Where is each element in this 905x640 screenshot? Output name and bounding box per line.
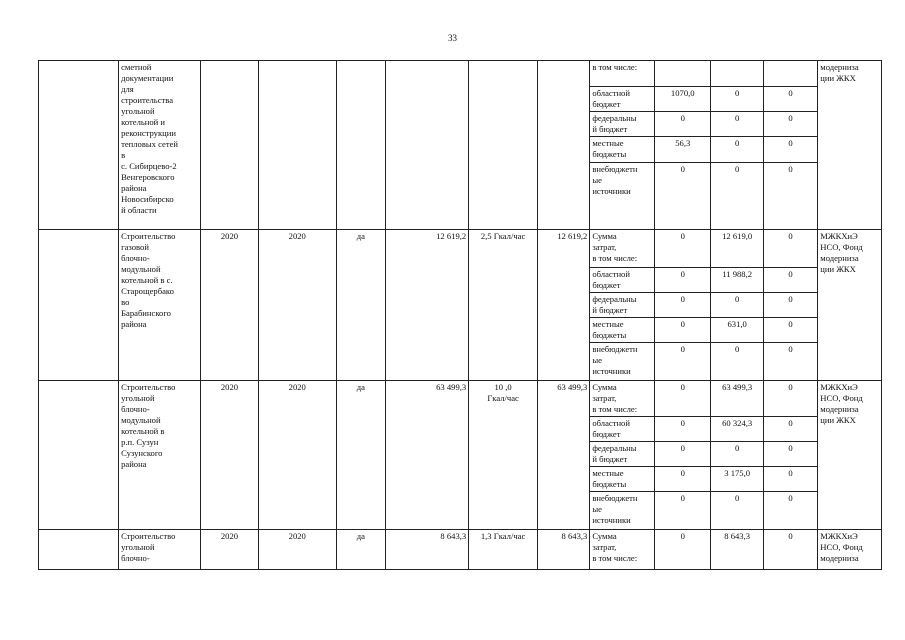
value-col-3: 0: [763, 442, 817, 467]
cost-item-label: в том числе:: [590, 61, 655, 87]
value-col-1: 0: [655, 492, 711, 530]
value-col-1: 0: [655, 530, 711, 570]
value-col-1: 0: [655, 417, 711, 442]
value-col-2: 8 643,3: [711, 530, 763, 570]
cost-item-label: областной бюджет: [590, 87, 655, 112]
value-col-3: [763, 61, 817, 87]
value-col-2: 0: [711, 492, 763, 530]
cost-cell: 63 499,3: [386, 381, 469, 530]
value-col-3: 0: [763, 230, 817, 268]
table-row: [39, 230, 882, 268]
value-col-2: 631,0: [711, 318, 763, 343]
amount-cell: 12 619,2: [537, 230, 589, 381]
amount-cell: 8 643,3: [537, 530, 589, 570]
start-year-cell: 2020: [201, 530, 259, 570]
value-col-2: 0: [711, 442, 763, 467]
value-col-3: 0: [763, 467, 817, 492]
cost-cell: 12 619,2: [386, 230, 469, 381]
amount-cell: [537, 61, 589, 230]
flag-cell: да: [336, 530, 385, 570]
project-name-cell: сметной документации для строительства угольной котельной и реконструкции тепловых сетей в с. Сибирцево-2 Венгеровского района Новосибирско й области: [119, 61, 201, 230]
value-col-3: 0: [763, 163, 817, 230]
value-col-3: 0: [763, 492, 817, 530]
value-col-2: 0: [711, 112, 763, 137]
responsible-org-cell: модерниза ции ЖКХ: [818, 61, 882, 230]
index-cell: [39, 530, 119, 570]
capacity-cell: [469, 61, 538, 230]
cost-item-label: внебюджетн ые источники: [590, 163, 655, 230]
value-col-3: 0: [763, 530, 817, 570]
value-col-2: 3 175,0: [711, 467, 763, 492]
cost-item-label: внебюджетн ые источники: [590, 343, 655, 381]
value-col-2: 0: [711, 137, 763, 163]
value-col-1: 0: [655, 230, 711, 268]
index-cell: [39, 381, 119, 530]
value-col-2: 60 324,3: [711, 417, 763, 442]
end-year-cell: 2020: [258, 230, 336, 381]
value-col-2: 63 499,3: [711, 381, 763, 417]
end-year-cell: [258, 61, 336, 230]
value-col-3: 0: [763, 137, 817, 163]
start-year-cell: [201, 61, 259, 230]
value-col-1: 0: [655, 163, 711, 230]
cost-item-label: Сумма затрат, в том числе:: [590, 530, 655, 570]
value-col-1: 0: [655, 318, 711, 343]
responsible-org-cell: МЖКХиЭ НСО, Фонд модерниза ции ЖКХ: [818, 230, 882, 381]
table-row: [39, 381, 882, 417]
value-col-3: 0: [763, 293, 817, 318]
cost-cell: 8 643,3: [386, 530, 469, 570]
project-name-cell: Строительство угольной блочно-: [119, 530, 201, 570]
capacity-cell: 2,5 Гкал/час: [469, 230, 538, 381]
capacity-cell: 1,3 Гкал/час: [469, 530, 538, 570]
end-year-cell: 2020: [258, 530, 336, 570]
cost-item-label: местные бюджеты: [590, 137, 655, 163]
value-col-2: [711, 61, 763, 87]
cost-item-label: местные бюджеты: [590, 467, 655, 492]
value-col-3: 0: [763, 417, 817, 442]
flag-cell: [336, 61, 385, 230]
value-col-1: 0: [655, 293, 711, 318]
project-name-cell: Строительство газовой блочно- модульной котельной в с. Старощербако во Барабинского района: [119, 230, 201, 381]
value-col-1: 0: [655, 112, 711, 137]
value-col-3: 0: [763, 268, 817, 293]
flag-cell: да: [336, 230, 385, 381]
responsible-org-cell: МЖКХиЭ НСО, Фонд модерниза: [818, 530, 882, 570]
value-col-3: 0: [763, 112, 817, 137]
page-number: 33: [448, 33, 457, 43]
value-col-1: 0: [655, 268, 711, 293]
value-col-2: 11 988,2: [711, 268, 763, 293]
value-col-1: [655, 61, 711, 87]
value-col-2: 12 619,0: [711, 230, 763, 268]
index-cell: [39, 61, 119, 230]
value-col-1: 0: [655, 343, 711, 381]
value-col-1: 0: [655, 381, 711, 417]
value-col-1: 1070,0: [655, 87, 711, 112]
flag-cell: да: [336, 381, 385, 530]
start-year-cell: 2020: [201, 230, 259, 381]
cost-item-label: областной бюджет: [590, 417, 655, 442]
cost-item-label: Сумма затрат, в том числе:: [590, 230, 655, 268]
capacity-cell: 10 ,0 Гкал/час: [469, 381, 538, 530]
table-row: [39, 61, 882, 87]
project-name-cell: Строительство угольной блочно- модульной котельной в р.п. Сузун Сузунского района: [119, 381, 201, 530]
value-col-3: 0: [763, 87, 817, 112]
index-cell: [39, 230, 119, 381]
value-col-3: 0: [763, 381, 817, 417]
value-col-1: 0: [655, 442, 711, 467]
investment-program-table: [38, 60, 882, 570]
cost-item-label: местные бюджеты: [590, 318, 655, 343]
cost-item-label: внебюджетн ые источники: [590, 492, 655, 530]
start-year-cell: 2020: [201, 381, 259, 530]
value-col-1: 0: [655, 467, 711, 492]
responsible-org-cell: МЖКХиЭ НСО, Фонд модерниза ции ЖКХ: [818, 381, 882, 530]
value-col-2: 0: [711, 293, 763, 318]
table-row: [39, 530, 882, 570]
cost-item-label: федеральны й бюджет: [590, 442, 655, 467]
value-col-2: 0: [711, 343, 763, 381]
value-col-3: 0: [763, 318, 817, 343]
cost-cell: [386, 61, 469, 230]
cost-item-label: федеральны й бюджет: [590, 293, 655, 318]
cost-item-label: Сумма затрат, в том числе:: [590, 381, 655, 417]
value-col-2: 0: [711, 87, 763, 112]
end-year-cell: 2020: [258, 381, 336, 530]
cost-item-label: федеральны й бюджет: [590, 112, 655, 137]
value-col-2: 0: [711, 163, 763, 230]
cost-item-label: областной бюджет: [590, 268, 655, 293]
value-col-1: 56,3: [655, 137, 711, 163]
value-col-3: 0: [763, 343, 817, 381]
amount-cell: 63 499,3: [537, 381, 589, 530]
